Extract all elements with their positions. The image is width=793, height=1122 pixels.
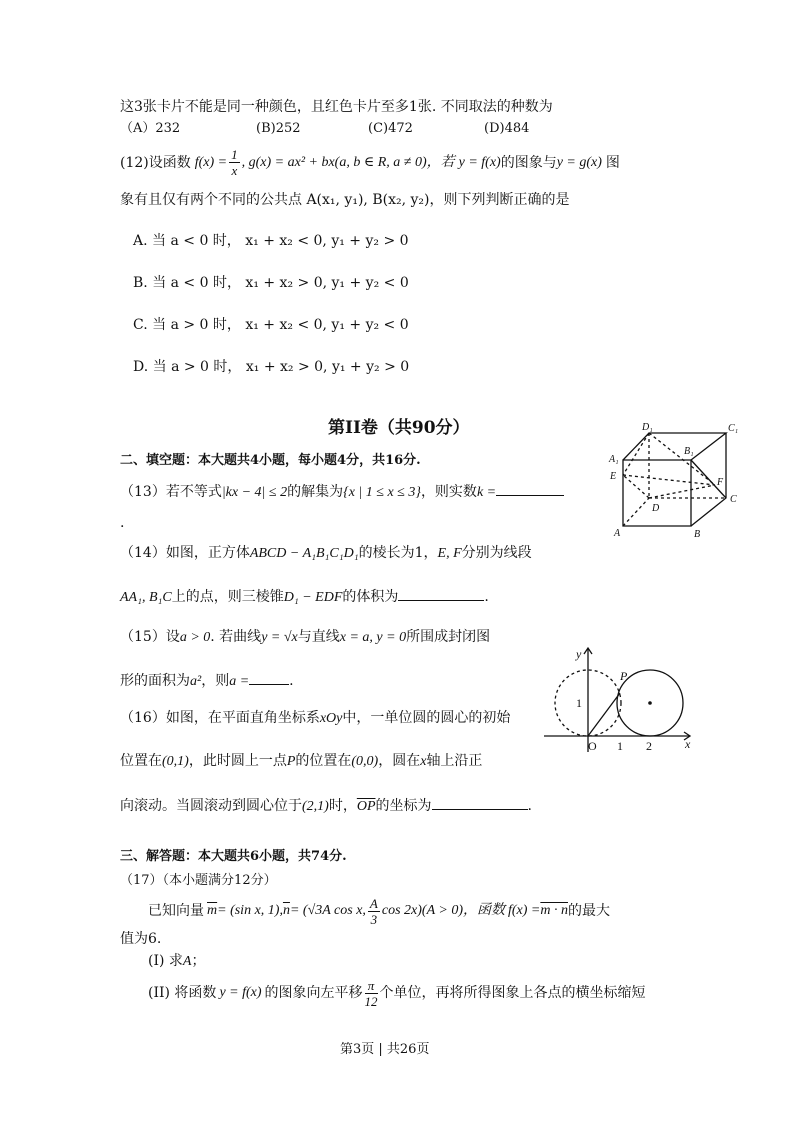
cube-top-edges <box>623 433 726 460</box>
q16-p3: (2,1) <box>302 799 329 814</box>
q15-text-a: （15）设 <box>120 629 180 645</box>
q17-dot-product: m · n <box>540 903 568 918</box>
q11-option-d: (D)484 <box>484 121 530 136</box>
q15-cond: a > 0 <box>179 630 211 645</box>
q16-end: . <box>527 798 532 814</box>
q17-fx: f(x) = <box>507 903 541 918</box>
q14-line1 <box>120 546 532 561</box>
rolling-circle-figure <box>540 640 700 758</box>
q16-text-e: 的位置在 <box>295 753 352 769</box>
fig-label-x: x <box>685 737 691 751</box>
q17-vector-m: $\overline{m}$ <box>207 903 218 918</box>
q13-line <box>120 483 564 500</box>
q14-end: . <box>484 589 489 605</box>
q15-text-f: ，则 <box>201 673 230 689</box>
cube-label-a1: A₁ <box>609 454 619 465</box>
q13-text-b: 的解集为 <box>287 484 344 500</box>
q17-n-def: = (√3A cos x, <box>289 903 366 918</box>
q17-sub1-text: (I) 求 <box>148 953 183 969</box>
q16-p2: (0,0) <box>351 754 379 769</box>
q17-line2: 值为6. <box>120 931 162 947</box>
q16-p1: (0,1) <box>162 754 189 769</box>
q15-text-e: 形的面积为 <box>120 673 190 689</box>
cube-label-d: D <box>652 503 660 514</box>
cube-label-d1: D₁ <box>642 422 653 433</box>
q14-segments: AA₁, B₁C <box>120 590 172 605</box>
q13-abs: |kx − 4| ≤ 2 <box>221 485 288 500</box>
cube-hidden-edges <box>623 433 726 526</box>
q12-g-def: , g(x) = ax² + bx(a, b ∈ R, a ≠ 0)，若 <box>241 154 455 170</box>
q15-line2 <box>120 672 294 689</box>
q15-text-b: . 若曲线 <box>210 629 262 645</box>
q12-line1 <box>120 148 620 177</box>
q14-line2 <box>120 588 489 605</box>
q12-frac-num: 1 <box>231 147 238 162</box>
q14-text-a: （14）如图，正方体 <box>120 545 250 561</box>
cube-figure <box>606 418 746 540</box>
q16-p: P <box>286 754 296 769</box>
q16-text-c: 位置在 <box>120 753 162 769</box>
q15-var: a = <box>229 674 250 689</box>
fig-label-y: y <box>576 647 582 661</box>
q13-dot: . <box>120 515 125 531</box>
q12-f-def: f(x) = <box>194 154 228 170</box>
q15-lines: x = a, y = 0 <box>339 630 407 645</box>
q12-option-b: B. 当 a < 0 时， x₁ + x₂ > 0, y₁ + y₂ < 0 <box>133 275 409 291</box>
q16-text-b: 中，一单位圆的圆心的初始 <box>342 710 511 726</box>
q16-text-i: 时， <box>328 798 357 814</box>
q17-pi-den: 12 <box>364 993 378 1009</box>
q15-answer-blank <box>249 672 289 685</box>
q15-end: . <box>289 673 294 689</box>
q16-sys: xOy <box>319 711 343 726</box>
q11-option-a: （A）232 <box>120 121 181 136</box>
q17-fraction-pi12 <box>365 979 378 1008</box>
page-footer: 第3页 | 共26页 <box>340 1042 430 1057</box>
q14-text-b: 的棱长为1， <box>358 545 438 561</box>
q12-eq-g: y = g(x) <box>556 154 602 170</box>
q16-text-a: （16）如图，在平面直角坐标系 <box>120 710 320 726</box>
q16-text-f: ，圆在 <box>378 753 421 769</box>
q15-curve: y = √x <box>261 630 298 645</box>
q15-text-d: 所围成封闭图 <box>406 629 491 645</box>
cube-label-c: C <box>730 494 737 505</box>
cube-label-a: A <box>614 528 621 539</box>
q12-option-d: D. 当 a > 0 时， x₁ + x₂ > 0, y₁ + y₂ > 0 <box>133 359 410 375</box>
q17-frac-den: 3 <box>370 911 378 927</box>
q12-frac-den: x <box>231 163 238 178</box>
q17-heading: （17）（本小题满分12分） <box>120 873 277 888</box>
q17-text-a: 已知向量 <box>148 903 204 919</box>
cube-label-c1: C₁ <box>728 423 739 434</box>
cube-front-face <box>623 460 691 526</box>
q15-line1 <box>120 630 490 645</box>
q11-option-b: (B)252 <box>256 121 301 136</box>
q13-answer-blank <box>496 483 564 496</box>
q14-text-e: 的体积为 <box>342 589 399 605</box>
q16-line2 <box>120 754 482 769</box>
q16-text-g: 轴上沿正 <box>426 753 483 769</box>
q15-area: a² <box>190 674 202 689</box>
q12-tail: 图 <box>605 154 620 171</box>
fig-label-two: 2 <box>646 739 652 753</box>
fig-label-one-x: 1 <box>617 739 623 753</box>
q17-sub1-var: A <box>182 954 192 969</box>
q16-x: x <box>420 754 427 769</box>
q17-sub2-text-b: 的图象向左平移 <box>264 985 363 1001</box>
q16-line3 <box>120 797 532 814</box>
part2-section-heading: 二、填空题：本大题共4小题，每小题4分，共16分. <box>120 453 421 468</box>
q11-option-c: (C)472 <box>368 121 413 136</box>
q12-eq-f: y = f(x) <box>458 154 501 170</box>
q17-sub2-text-c: 个单位，再将所得图象上各点的横坐标缩短 <box>379 985 646 1001</box>
q17-pi-num: π <box>365 979 378 994</box>
q12-prefix: (12)设函数 <box>120 154 191 171</box>
q17-frac-num: A <box>369 895 378 911</box>
q17-fraction-a3 <box>368 897 380 926</box>
q14-text-d: 上的点，则三棱锥 <box>171 589 284 605</box>
fig-label-origin: O <box>588 739 597 753</box>
q12-option-c: C. 当 a > 0 时， x₁ + x₂ < 0, y₁ + y₂ < 0 <box>133 317 409 333</box>
fig-label-p: P <box>620 669 628 683</box>
q14-pyramid: D₁ − EDF <box>283 590 343 605</box>
q16-text-h: 向滚动。当圆滚动到圆心位于 <box>120 798 302 814</box>
q12-option-a: A. 当 a < 0 时， x₁ + x₂ < 0, y₁ + y₂ > 0 <box>133 233 409 249</box>
q17-text-c: 的最大 <box>567 903 610 919</box>
q12-fraction <box>229 148 240 177</box>
q17-vector-n: $\overline{n}$ <box>282 903 290 918</box>
q17-sub1-end: ； <box>191 953 206 969</box>
q13-var: k = <box>476 485 497 500</box>
q17-sub1 <box>148 954 205 969</box>
q16-text-j: 的坐标为 <box>375 798 432 814</box>
fig-label-one-y: 1 <box>576 696 582 710</box>
q17-m-def: = (sin x, 1), <box>217 903 283 918</box>
q14-text-c: 分别为线段 <box>461 545 532 561</box>
q11-tail: 这3张卡片不能是同一种颜色，且红色卡片至多1张. 不同取法的种数为 <box>120 99 553 115</box>
q16-answer-blank <box>432 797 528 810</box>
q13-set: {x | 1 ≤ x ≤ 3} <box>343 485 421 500</box>
q17-sub2-eq: y = f(x) <box>219 985 262 1000</box>
part3-section-heading: 三、解答题：本大题共6小题，共74分. <box>120 849 347 864</box>
q17-sub2-text-a: (II) 将函数 <box>148 985 217 1001</box>
cube-label-b1: B₁ <box>684 446 694 457</box>
q12-line2: 象有且仅有两个不同的公共点 A(x₁, y₁), B(x₂, y₂)，则下列判断正确的是 <box>120 192 570 208</box>
q17-line1 <box>148 893 610 929</box>
circle-center-dot <box>648 701 652 705</box>
cube-label-b: B <box>694 529 701 540</box>
q14-answer-blank <box>398 588 484 601</box>
op-segment <box>588 693 620 736</box>
q12-mid2: 的图象与 <box>500 154 557 171</box>
q16-text-d: ，此时圆上一点 <box>188 753 287 769</box>
q17-text-b: cos 2x)(A > 0)，函数 <box>381 903 505 918</box>
q14-cube: ABCD − A₁B₁C₁D₁ <box>249 546 359 561</box>
cube-label-f: F <box>717 477 724 488</box>
q15-text-c: 与直线 <box>297 629 340 645</box>
q16-line1 <box>120 711 510 726</box>
q16-op-vector: $\overline{OP}$ <box>356 799 376 814</box>
cube-label-e: E <box>610 471 617 482</box>
q13-text-a: （13）若不等式 <box>120 484 222 500</box>
part2-title: 第II卷（共90分） <box>328 418 470 438</box>
q13-text-c: ，则实数 <box>420 484 477 500</box>
q17-sub2 <box>148 975 646 1011</box>
q14-ef: E, F <box>437 546 462 561</box>
